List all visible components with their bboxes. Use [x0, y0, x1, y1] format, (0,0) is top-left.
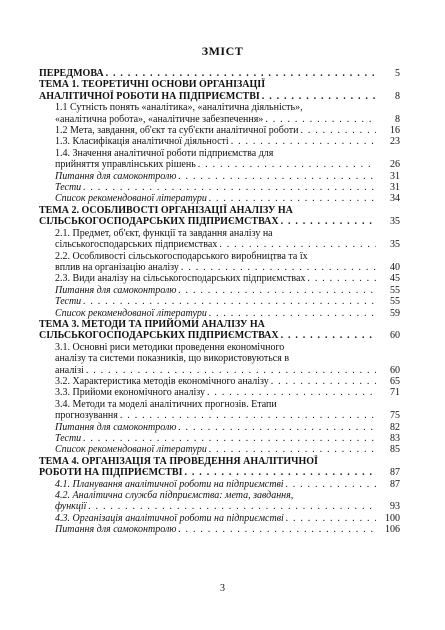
- toc-entry-line: [55, 296, 378, 307]
- toc-page-number: 106: [385, 524, 400, 536]
- page-number: 3: [220, 583, 225, 594]
- dot-leader: [209, 444, 376, 455]
- toc-page-number: 8: [395, 90, 400, 102]
- toc-entry-line: [39, 216, 378, 227]
- toc-page-number: 55: [390, 284, 400, 296]
- toc-page-number: 60: [390, 330, 400, 342]
- toc-page-number: 31: [390, 170, 400, 182]
- toc-entry-line: [55, 365, 378, 376]
- toc-entry-text: прийняття управлінських рішень: [55, 159, 196, 171]
- toc-chapter-entry: [39, 68, 400, 79]
- dot-leader: [281, 330, 376, 341]
- toc-entry-line: [55, 399, 378, 410]
- toc-entry-text: функції: [55, 501, 87, 513]
- toc-entry-text: 2.2. Особливості сільськогосподарського виробництва та їх: [55, 250, 308, 262]
- toc-chapter-entry: [39, 205, 400, 228]
- toc-section-entry: [39, 273, 400, 284]
- toc-entry-line: [55, 262, 378, 273]
- toc-entry-line: [55, 490, 378, 501]
- toc-entry-line: [55, 171, 378, 182]
- toc-entry-text: 1.1 Сутність понять «аналітика», «аналітична діяльність»,: [55, 102, 303, 114]
- toc-page-number: 55: [390, 296, 400, 308]
- toc-section-entry: [39, 444, 400, 455]
- toc-entry-line: [55, 114, 378, 125]
- toc-page-number: 87: [390, 467, 400, 479]
- toc-page-number: 93: [390, 501, 400, 513]
- table-of-contents: [39, 68, 400, 536]
- toc-section-entry: [39, 433, 400, 444]
- toc-section-entry: [39, 136, 400, 147]
- toc-entry-line: [55, 182, 378, 193]
- toc-entry-line: [55, 136, 378, 147]
- dot-leader: [83, 182, 376, 193]
- toc-section-entry: [39, 490, 400, 513]
- toc-entry-text: Список рекомендованої літератури: [55, 307, 207, 319]
- dot-leader: [231, 136, 376, 147]
- toc-entry-text: 4.3. Організація аналітичної роботи на підприємстві: [55, 512, 284, 524]
- toc-entry-text: 3.3. Прийоми економічного аналізу: [55, 387, 206, 399]
- toc-entry-text: 4.1. Планування аналітичної роботи на підприємстві: [55, 478, 284, 490]
- toc-entry-text: Питання для самоконтролю: [55, 170, 177, 182]
- toc-entry-text: Питання для самоконтролю: [55, 421, 177, 433]
- toc-entry-text: ТЕМА 4. ОРГАНІЗАЦІЯ ТА ПРОВЕДЕННЯ АНАЛІТИЧНОЇ: [39, 455, 318, 467]
- dot-leader: [86, 365, 376, 376]
- toc-entry-text: СІЛЬСЬКОГОСПОДАРСЬКИХ ПІДПРИЄМСТВАХ: [39, 216, 279, 228]
- dot-leader: [178, 524, 376, 535]
- toc-section-entry: [39, 228, 400, 251]
- dot-leader: [178, 422, 376, 433]
- toc-entry-text: Список рекомендованої літератури: [55, 193, 207, 205]
- toc-chapter-entry: [39, 319, 400, 342]
- toc-page-number: 8: [395, 113, 400, 125]
- toc-page-number: 75: [390, 410, 400, 422]
- toc-entry-text: Тести: [55, 433, 82, 444]
- toc-section-entry: [39, 251, 400, 274]
- toc-entry-line: [39, 91, 378, 102]
- toc-entry-text: Питання для самоконтролю: [55, 524, 177, 536]
- toc-section-entry: [39, 125, 400, 136]
- dot-leader: [207, 387, 376, 398]
- toc-page-number: 60: [390, 364, 400, 376]
- toc-entry-line: [55, 125, 378, 136]
- toc-entry-line: [39, 467, 378, 478]
- dot-leader: [198, 159, 376, 170]
- toc-section-entry: [39, 296, 400, 307]
- dot-leader: [209, 308, 376, 319]
- toc-entry-line: [55, 444, 378, 455]
- toc-entry-line: [39, 456, 378, 467]
- toc-page-number: 87: [390, 478, 400, 490]
- toc-entry-line: [39, 319, 378, 330]
- toc-page-number: 35: [390, 216, 400, 228]
- toc-section-entry: [39, 399, 400, 422]
- toc-entry-line: [39, 68, 378, 79]
- toc-chapter-entry: [39, 79, 400, 102]
- toc-section-entry: [39, 479, 400, 490]
- toc-page-number: 100: [385, 512, 400, 524]
- toc-entry-line: [39, 79, 378, 90]
- toc-entry-line: [55, 479, 378, 490]
- toc-entry-text: вплив на організацію аналізу: [55, 261, 179, 273]
- toc-entry-line: [55, 410, 378, 421]
- toc-entry-text: Тести: [55, 296, 82, 308]
- page-title: ЗМІСТ: [201, 44, 244, 58]
- toc-section-entry: [39, 285, 400, 296]
- toc-page-number: 85: [390, 444, 400, 456]
- toc-entry-line: [55, 285, 378, 296]
- toc-entry-text: «аналітична робота», «аналітичне забезпечення»: [55, 113, 264, 125]
- dot-leader: [307, 273, 376, 284]
- dot-leader: [88, 501, 376, 512]
- toc-entry-text: 4.2. Аналітична служба підприємства: мета, завдання,: [55, 490, 294, 502]
- dot-leader: [271, 376, 376, 387]
- toc-section-entry: [39, 524, 400, 535]
- toc-entry-text: ТЕМА 2. ОСОБЛИВОСТІ ОРГАНІЗАЦІЇ АНАЛІЗУ НА: [39, 204, 293, 216]
- toc-page-number: 83: [390, 433, 400, 444]
- toc-entry-text: АНАЛІТИЧНОЇ РОБОТИ НА ПІДПРИЄМСТВІ: [39, 90, 260, 102]
- toc-page-number: 23: [390, 136, 400, 148]
- dot-leader: [281, 216, 376, 227]
- dot-leader: [178, 285, 376, 296]
- toc-page-number: 35: [390, 239, 400, 251]
- toc-page-number: 5: [395, 68, 400, 79]
- toc-entry-line: [55, 353, 378, 364]
- toc-entry-text: ТЕМА 3. МЕТОДИ ТА ПРИЙОМИ АНАЛІЗУ НА: [39, 318, 265, 330]
- toc-entry-line: [55, 433, 378, 444]
- dot-leader: [178, 171, 376, 182]
- toc-page-number: 16: [390, 125, 400, 137]
- dot-leader: [286, 513, 376, 524]
- dot-leader: [262, 91, 376, 102]
- toc-entry-text: 3.2. Характеристика методів економічного аналізу: [55, 375, 269, 387]
- toc-entry-text: Список рекомендованої літератури: [55, 444, 207, 456]
- toc-entry-text: 1.2 Мета, завдання, об'єкт та суб'єкти аналітичної роботи: [55, 125, 299, 137]
- toc-entry-line: [55, 148, 378, 159]
- toc-section-entry: [39, 102, 400, 125]
- dot-leader: [120, 410, 376, 421]
- toc-page-number: 31: [390, 182, 400, 194]
- toc-entry-line: [55, 228, 378, 239]
- dot-leader: [185, 467, 377, 478]
- toc-entry-line: [55, 102, 378, 113]
- dot-leader: [286, 479, 376, 490]
- dot-leader: [300, 125, 376, 136]
- toc-section-entry: [39, 193, 400, 204]
- dot-leader: [265, 114, 376, 125]
- toc-entry-line: [55, 342, 378, 353]
- toc-entry-line: [55, 273, 378, 284]
- toc-entry-text: Тести: [55, 182, 82, 194]
- toc-section-entry: [39, 387, 400, 398]
- toc-page-number: 71: [390, 387, 400, 399]
- toc-entry-text: аналізі: [55, 364, 84, 376]
- toc-entry-line: [55, 239, 378, 250]
- toc-section-entry: [39, 422, 400, 433]
- dot-leader: [106, 68, 376, 79]
- dot-leader: [181, 262, 376, 273]
- toc-entry-text: 1.4. Значення аналітичної роботи підприємства для: [55, 147, 274, 159]
- toc-entry-line: [55, 193, 378, 204]
- toc-entry-text: 2.1. Предмет, об'єкт, функції та завдання аналізу на: [55, 227, 273, 239]
- toc-entry-text: 3.4. Методи та моделі аналітичних прогнозів. Етапи: [55, 398, 277, 410]
- toc-section-entry: [39, 513, 400, 524]
- toc-section-entry: [39, 308, 400, 319]
- toc-page-number: 59: [390, 307, 400, 319]
- dot-leader: [83, 433, 376, 444]
- toc-entry-line: [55, 513, 378, 524]
- toc-entry-text: аналізу та системи показників, що використовуються в: [55, 353, 290, 365]
- toc-entry-line: [55, 308, 378, 319]
- toc-entry-line: [55, 501, 378, 512]
- toc-entry-line: [55, 387, 378, 398]
- toc-entry-line: [55, 376, 378, 387]
- toc-entry-line: [55, 251, 378, 262]
- toc-chapter-entry: [39, 456, 400, 479]
- toc-section-entry: [39, 171, 400, 182]
- toc-entry-text: прогнозування: [55, 410, 118, 422]
- dot-leader: [219, 239, 376, 250]
- toc-entry-text: 1.3. Класифікація аналітичної діяльності: [55, 136, 229, 148]
- toc-page-number: 34: [390, 193, 400, 205]
- toc-section-entry: [39, 148, 400, 171]
- toc-page-number: 45: [390, 273, 400, 285]
- dot-leader: [209, 193, 376, 204]
- dot-leader: [83, 296, 376, 307]
- toc-page-number: 26: [390, 159, 400, 171]
- toc-section-entry: [39, 342, 400, 376]
- toc-entry-text: ПЕРЕДМОВА: [39, 68, 104, 79]
- toc-page-number: 40: [390, 261, 400, 273]
- toc-entry-line: [55, 159, 378, 170]
- toc-section-entry: [39, 182, 400, 193]
- toc-entry-line: [39, 330, 378, 341]
- toc-entry-text: 2.3. Види аналізу на сільськогосподарських підприємствах: [55, 273, 306, 285]
- toc-entry-line: [39, 205, 378, 216]
- toc-entry-line: [55, 524, 378, 535]
- toc-entry-text: ТЕМА 1. ТЕОРЕТИЧНІ ОСНОВИ ОРГАНІЗАЦІЇ: [39, 79, 266, 91]
- toc-page-number: 82: [390, 421, 400, 433]
- toc-entry-text: 3.1. Основні риси методики проведення економічного: [55, 341, 285, 353]
- toc-section-entry: [39, 376, 400, 387]
- toc-entry-text: Питання для самоконтролю: [55, 284, 177, 296]
- toc-entry-text: сільськогосподарських підприємствах: [55, 239, 218, 251]
- toc-page-number: 65: [390, 375, 400, 387]
- toc-entry-text: РОБОТИ НА ПІДПРИЄМСТВІ: [39, 467, 183, 479]
- toc-entry-text: СІЛЬСЬКОГОСПОДАРСЬКИХ ПІДПРИЄМСТВАХ: [39, 330, 279, 342]
- toc-entry-line: [55, 422, 378, 433]
